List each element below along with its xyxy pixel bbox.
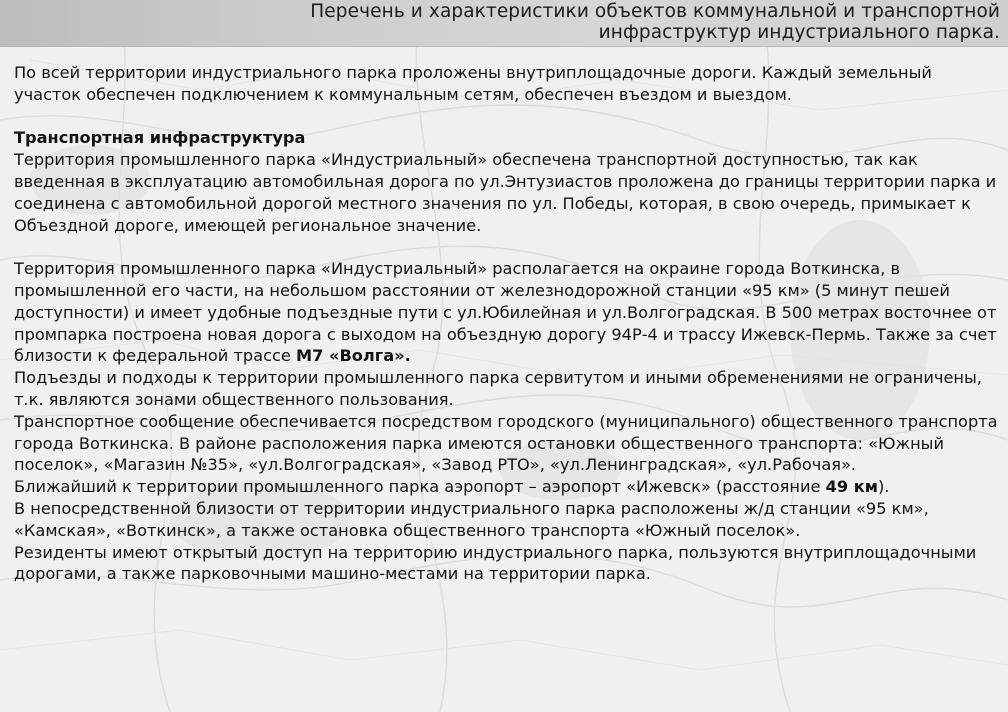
page-title-line-1: Перечень и характеристики объектов коммунальной и транспортной	[310, 1, 1000, 22]
transport-paragraph-6: В непосредственной близости от территории индустриального парка расположены ж/д станции «95 км», «Камская», «Воткинск», а также остановка общественного транспорта «Южный поселок».	[14, 498, 929, 540]
transport-paragraph-7: Резиденты имеют открытый доступ на территорию индустриального парка, пользуются внутриплощадочными дорогами, а также парковочными машино-местами на территории парка.	[14, 542, 977, 584]
airport-distance: 49 км	[825, 477, 878, 497]
airport-text: Ближайший к территории промышленного парка аэропорт – аэропорт «Ижевск» (расстояние	[14, 477, 826, 497]
transport-paragraph-5	[14, 476, 1000, 498]
transport-paragraph-2	[14, 258, 1000, 367]
transport-paragraph-4: Транспортное сообщение обеспечивается посредством городского (муниципального) общественного транспорта города Воткинска. В районе расположения парка имеются остановки общественного транспорта: «Южный поселок», «Магазин №35», «ул.Волгоградская», «Завод РТО», «ул.Ленинградская», «ул.Рабочая».	[14, 411, 998, 475]
page-title	[180, 1, 1000, 43]
page-title-line-2: инфраструктур индустриального парка.	[598, 22, 1000, 43]
section-heading-transport: Транспортная инфраструктура	[14, 128, 306, 148]
document-body	[14, 62, 1000, 585]
airport-text-end: ).	[877, 477, 890, 497]
transport-paragraph-1: Территория промышленного парка «Индустриальный» обеспечена транспортной доступностью, так как введенная в эксплуатацию автомобильная дорога по ул.Энтузиастов проложена до границы территории парка и соединена с автомобильной дорогой местного значения по ул. Победы, которая, в свою очередь, примыкает к Объездной дороге, имеющей региональное значение.	[14, 150, 997, 235]
transport-paragraph-2-text: Территория промышленного парка «Индустриальный» располагается на окраине города Воткинска, в промышленной его части, на небольшом расстоянии от железнодорожной станции «95 км» (5 минут пешей доступности) и имеет удобные подъездные пути с ул.Юбилейная и ул.Волгоградская. В 500 метрах восточнее от промпарка построена новая дорога с выходом на объездную дорогу 94Р-4 и трассу Ижевск-Пермь. Также за счет близости к федеральной трассе	[14, 259, 997, 366]
highway-name: М7 «Волга».	[296, 346, 411, 366]
transport-paragraph-3: Подъезды и подходы к территории промышленного парка сервитутом и иными обременениями не ограничены, т.к. являются зонами общественного пользования.	[14, 368, 982, 409]
intro-paragraph: По всей территории индустриального парка проложены внутриплощадочные дороги. Каждый земельный участок обеспечен подключением к коммунальным сетям, обеспечен въездом и выездом.	[14, 63, 932, 104]
